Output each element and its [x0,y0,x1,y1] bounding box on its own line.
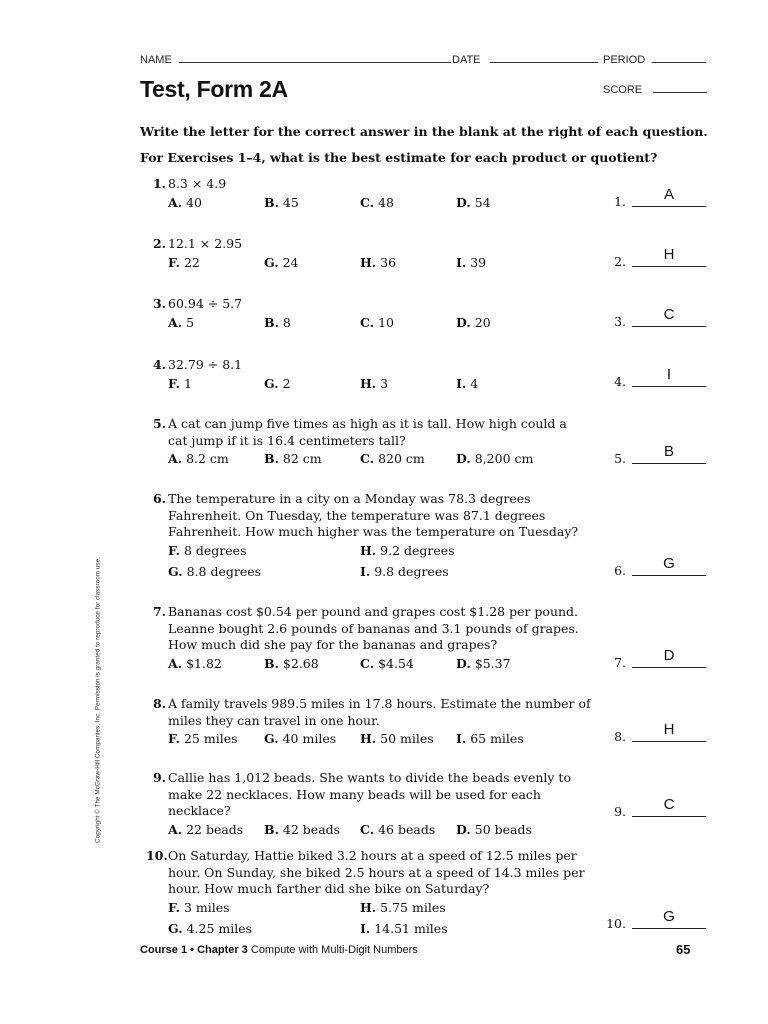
question-stem [168,357,596,374]
stem-line: cat jump if it is 16.4 centimeters tall? [168,432,406,448]
answer-line [632,667,706,668]
answer-choice[interactable] [456,731,524,748]
name-label: NAME [140,54,172,66]
answer-number: 8. [614,729,626,744]
question-number: 7. [152,604,166,619]
answer-choice[interactable] [456,315,491,332]
handwritten-answer: H [663,721,675,738]
choice-text: 82 cm [282,451,322,466]
answer-choice[interactable] [264,656,319,673]
footer-chapter: Chapter 3 [197,944,248,956]
answer-choice[interactable] [456,255,486,272]
choice-letter: H. [360,542,377,558]
stem-line: Bananas cost $0.54 per pound and grapes cost $1.28 per pound. [168,604,579,619]
choice-row [168,656,596,676]
choice-letter: I. [360,920,371,936]
answer-line [632,266,706,267]
answer-number: 7. [614,655,626,670]
choice-letter: C. [360,821,375,837]
page-title: Test, Form 2A [140,76,288,102]
score-field [603,82,707,96]
score-label: SCORE [603,84,643,96]
choice-letter: C. [360,655,375,671]
choice-text: 820 cm [378,451,425,466]
choice-text: 50 miles [380,731,434,746]
period-blank[interactable] [652,52,706,63]
question-stem [168,491,596,541]
page-number: 65 [676,942,691,957]
choice-letter: G. [264,375,279,391]
choice-text: 36 [380,254,397,270]
choice-letter: D. [456,655,471,671]
date-label: DATE [452,54,481,66]
choice-text: 2 [282,375,291,391]
stem-line: 60.94 ÷ 5.7 [168,296,243,311]
choice-letter: C. [360,314,375,330]
answer-choice[interactable] [360,255,396,272]
question-4 [146,357,596,396]
choice-letter: A. [168,314,183,330]
answer-choice[interactable] [264,731,336,748]
stem-line: On Saturday, Hattie biked 3.2 hours at a speed of 12.5 miles per [168,848,577,863]
choice-text: 14.51 miles [374,920,448,936]
answer-blank-6[interactable] [600,556,706,578]
choice-letter: D. [456,194,471,210]
choice-text: 39 [470,254,487,270]
question-stem [168,416,596,449]
choice-text: 5.75 miles [380,899,446,915]
choice-text: 1 [183,375,192,391]
answer-number: 6. [614,563,626,578]
name-blank[interactable] [179,52,451,63]
choice-text: 3 [380,375,389,391]
choice-text: 24 [282,254,299,270]
choice-row [168,543,596,585]
choice-letter: B. [264,194,279,210]
choice-text: $5.37 [474,655,511,671]
choice-text: 8.8 degrees [186,563,262,579]
answer-number: 10. [606,916,626,931]
choice-letter: A. [168,655,183,671]
answer-choice[interactable] [360,656,414,673]
stem-line: miles they can travel in one hour. [168,712,380,728]
choice-text: 40 miles [282,731,337,746]
question-7 [146,604,596,676]
answer-choice[interactable] [168,564,261,581]
question-number: 10. [146,848,168,863]
choice-row [168,255,596,275]
answer-choice[interactable] [264,822,340,839]
choice-letter: G. [168,920,183,936]
answer-line [632,326,706,327]
choice-letter: D. [456,451,471,466]
answer-choice[interactable] [360,451,425,468]
choice-text: $1.82 [186,655,222,671]
answer-line [632,928,706,929]
choice-text: 50 beads [474,821,532,837]
answer-choice[interactable] [360,376,388,393]
answer-choice[interactable] [360,822,435,839]
question-number: 5. [152,416,166,431]
choice-letter: B. [264,314,279,330]
answer-choice[interactable] [168,921,252,938]
answer-number: 3. [614,314,626,329]
choice-letter: G. [264,254,279,270]
answer-choice[interactable] [456,376,478,393]
choice-letter: C. [360,194,375,210]
choice-text: 9.2 degrees [380,542,455,558]
choice-letter: D. [456,821,471,837]
answer-number: 1. [614,194,626,209]
answer-choice[interactable] [168,543,247,560]
choice-text: 8,200 cm [474,451,534,466]
footer-chapter-title: Compute with Multi-Digit Numbers [250,944,418,956]
answer-line [632,206,706,207]
answer-choice[interactable] [168,451,229,468]
choice-text: 65 miles [470,731,524,746]
choice-text: 46 beads [378,821,436,837]
choice-letter: I. [360,563,371,579]
choice-row [168,822,596,842]
question-2 [146,236,596,275]
choice-row [168,376,596,396]
answer-line [632,463,706,464]
question-number: 4. [152,357,166,372]
choice-letter: F. [168,899,180,915]
answer-choice[interactable] [360,564,449,581]
answer-blank-3[interactable] [600,307,706,329]
choice-letter: A. [168,451,183,466]
header-fields-row [140,52,451,66]
choice-text: 22 beads [186,821,244,837]
handwritten-answer: G [663,908,675,925]
footer-course: Course 1 [140,944,188,956]
choice-letter: F. [168,542,180,558]
score-blank[interactable] [653,82,707,93]
answer-choice[interactable] [456,822,532,839]
handwritten-answer: A [663,186,674,203]
choice-text: 9.8 degrees [374,563,449,579]
answer-choice[interactable] [360,731,434,748]
stem-line: How much did she pay for the bananas and grapes? [168,637,498,652]
stem-line: make 22 necklaces. How many beads will be used for each necklace? [168,786,541,818]
choice-letter: A. [168,821,183,837]
answer-choice[interactable] [456,451,533,468]
question-3 [146,296,596,335]
answer-line [632,816,706,817]
question-number: 8. [152,696,166,711]
handwritten-answer: G [663,555,675,572]
choice-letter: B. [264,821,279,837]
question-5 [146,416,596,471]
handwritten-answer: C [663,796,675,813]
answer-blank-2[interactable] [600,247,706,269]
choice-letter: H. [360,731,377,746]
question-6 [146,491,596,585]
answer-choice[interactable] [264,195,299,212]
date-blank[interactable] [490,52,598,63]
choice-row [168,731,596,751]
choice-letter: G. [264,731,279,746]
period-field [603,52,706,66]
question-9 [146,770,596,842]
stem-line: A cat can jump five times as high as it is tall. How high could a [168,416,567,431]
choice-letter: G. [168,563,183,579]
question-number: 2. [152,236,166,251]
choice-text: 5 [186,314,195,330]
answer-choice[interactable] [456,656,511,673]
stem-line: hour. On Sunday, she biked 2.5 hours at a speed of 14.3 miles per [168,864,585,880]
choice-text: 25 miles [183,731,238,746]
question-stem [168,296,596,313]
answer-blank-10[interactable] [600,909,706,931]
answer-line [632,741,706,742]
stem-line: 32.79 ÷ 8.1 [168,357,243,372]
choice-text: 45 [282,194,299,210]
question-stem [168,770,596,820]
handwritten-answer: C [663,306,675,323]
choice-text: 3 miles [183,899,230,915]
choice-text: 22 [183,254,200,270]
footer-course-info [140,944,418,956]
choice-text: 40 [186,194,202,210]
choice-letter: H. [360,254,377,270]
answer-number: 2. [614,254,626,269]
stem-line: 12.1 × 2.95 [168,236,243,251]
answer-choice[interactable] [168,315,194,332]
choice-letter: I. [456,254,467,270]
date-field [452,52,598,66]
choice-row [168,900,596,942]
choice-text: $2.68 [282,655,319,671]
answer-choice[interactable] [360,543,455,560]
answer-choice[interactable] [360,315,394,332]
answer-blank-5[interactable] [600,444,706,466]
period-label: PERIOD [603,54,646,66]
stem-line: A family travels 989.5 miles in 17.8 hours. Estimate the number of [168,696,591,711]
choice-letter: I. [456,375,467,391]
question-number: 9. [152,770,166,785]
answer-choice[interactable] [456,195,491,212]
choice-text: 42 beads [282,821,341,837]
answer-blank-9[interactable] [600,797,706,819]
answer-blank-4[interactable] [600,367,706,389]
choice-letter: I. [456,731,467,746]
choice-text: 8.2 cm [186,451,229,466]
question-8 [146,696,596,751]
stem-line: The temperature in a city on a Monday was 78.3 degrees [168,491,531,506]
instruction-exercises: For Exercises 1–4, what is the best estimate for each product or quotient? [140,150,658,165]
answer-choice[interactable] [360,921,448,938]
question-number: 1. [152,176,166,191]
answer-blank-7[interactable] [600,648,706,670]
answer-blank-1[interactable] [600,187,706,209]
answer-line [632,575,706,576]
choice-letter: H. [360,899,377,915]
answer-number: 5. [614,451,626,466]
answer-choice[interactable] [264,315,291,332]
choice-text: 20 [474,314,491,330]
answer-choice[interactable] [168,900,230,917]
copyright-notice: Copyright © The McGraw-Hill Companies, Inc. Permission is granted to reproduce for classroom use. [94,557,102,843]
question-stem [168,604,596,654]
answer-number: 4. [614,374,626,389]
choice-text: 4.25 miles [186,920,253,936]
answer-number: 9. [614,804,626,819]
question-10 [146,848,596,942]
instruction-general: Write the letter for the correct answer in the blank at the right of each question. [140,124,708,139]
stem-line: Callie has 1,012 beads. She wants to divide the beads evenly to [168,770,571,785]
answer-line [632,386,706,387]
stem-line: hour. How much farther did she bike on Saturday? [168,881,490,896]
choice-letter: F. [168,375,180,391]
choice-letter: D. [456,314,471,330]
choice-text: 48 [378,194,394,210]
choice-letter: F. [168,731,180,746]
choice-text: 8 degrees [183,542,247,558]
choice-row [168,451,596,471]
answer-choice[interactable] [168,195,202,212]
footer-bullet: • [190,944,194,956]
question-number: 6. [152,491,166,506]
choice-text: 54 [474,194,491,210]
answer-choice[interactable] [168,656,222,673]
choice-text: $4.54 [378,655,414,671]
answer-choice[interactable] [168,255,200,272]
answer-choice[interactable] [168,822,243,839]
choice-letter: F. [168,254,180,270]
question-stem [168,236,596,253]
answer-choice[interactable] [360,900,446,917]
question-stem [168,848,596,898]
choice-text: 10 [378,314,394,330]
question-1 [146,176,596,215]
handwritten-answer: D [663,647,675,664]
choice-row [168,315,596,335]
handwritten-answer: H [663,246,675,263]
choice-text: 8 [282,314,291,330]
answer-choice[interactable] [264,451,322,468]
stem-line: Fahrenheit. How much higher was the temperature on Tuesday? [168,524,579,539]
answer-choice[interactable] [360,195,394,212]
handwritten-answer: B [663,443,674,460]
answer-choice[interactable] [264,255,299,272]
stem-line: 8.3 × 4.9 [168,176,227,191]
answer-blank-8[interactable] [600,722,706,744]
choice-letter: C. [360,451,375,466]
answer-choice[interactable] [264,376,291,393]
choice-text: 4 [470,375,479,391]
choice-letter: B. [264,451,279,466]
choice-letter: A. [168,194,183,210]
handwritten-answer: I [666,366,672,383]
choice-letter: H. [360,375,377,391]
choice-row [168,195,596,215]
question-number: 3. [152,296,166,311]
stem-line: Leanne bought 2.6 pounds of bananas and 3.1 pounds of grapes. [168,620,579,636]
choice-letter: B. [264,655,279,671]
answer-choice[interactable] [168,731,238,748]
question-stem [168,696,596,729]
question-stem [168,176,596,193]
answer-choice[interactable] [168,376,192,393]
stem-line: Fahrenheit. On Tuesday, the temperature was 87.1 degrees [168,507,546,523]
